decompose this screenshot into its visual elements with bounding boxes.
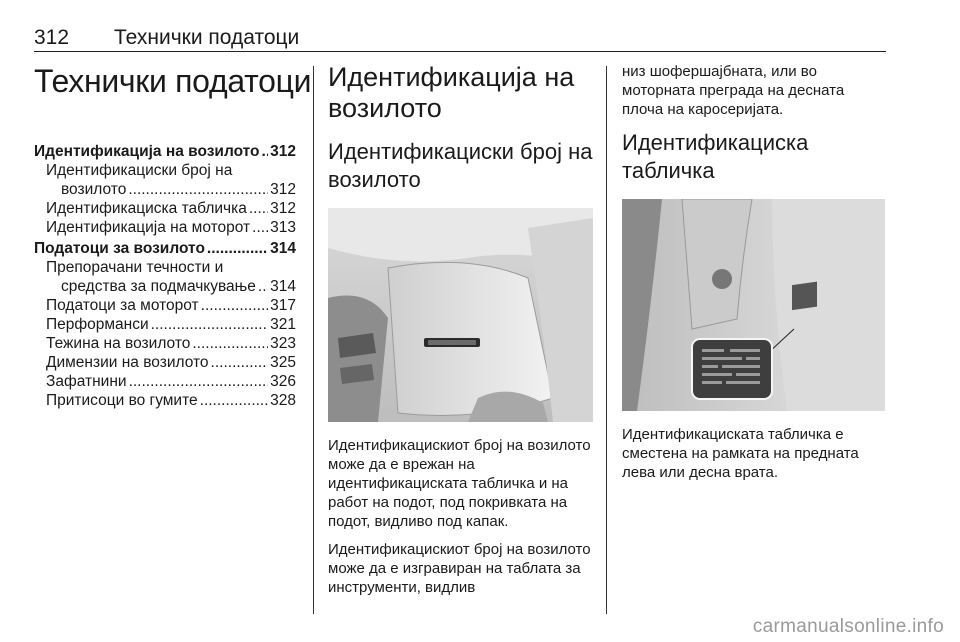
subsection-heading: Идентификациски број на возилото	[328, 139, 593, 192]
page-header	[34, 24, 886, 52]
body-text	[622, 62, 885, 119]
running-title: Технички податоци	[114, 26, 300, 49]
toc-entry[interactable]	[34, 372, 296, 391]
paragraph: Идентификациската табличка е сместена на рамката на предната лева или десна врата.	[622, 426, 859, 481]
toc-page: 312	[270, 200, 296, 217]
toc-label: средства за подмачкување	[61, 278, 256, 295]
toc-page: 317	[270, 297, 296, 314]
toc-page: 323	[270, 335, 296, 352]
toc-page: 313	[270, 219, 296, 236]
toc-entry[interactable]	[34, 277, 296, 296]
toc-entry-line[interactable]: Идентификациски број на	[46, 162, 233, 179]
subsection-heading: Идентификациска табличка	[622, 130, 809, 183]
column-divider	[606, 66, 607, 614]
toc-section[interactable]	[34, 239, 296, 258]
toc-page: 312	[270, 181, 296, 198]
toc-entry[interactable]	[34, 199, 296, 218]
toc-page: 321	[270, 316, 296, 333]
toc-page: 326	[270, 373, 296, 390]
toc-entry[interactable]	[34, 391, 296, 410]
toc-label: Перформанси	[46, 316, 149, 333]
right-column	[622, 62, 885, 491]
toc-page: 312	[270, 143, 296, 160]
left-column	[34, 62, 312, 410]
toc-label: Идентификација на моторот	[46, 219, 251, 236]
toc-label: Податоци за возилото	[34, 240, 205, 257]
toc-page: 314	[270, 240, 296, 257]
toc-entry[interactable]	[34, 180, 296, 199]
body-text	[328, 436, 593, 597]
id-plate-photo	[622, 199, 885, 411]
paragraph: низ шофершајбната, или во моторната преграда на десната плоча на каросеријата.	[622, 63, 845, 118]
toc-entry[interactable]	[34, 353, 296, 372]
section-heading: Идентификација на возилото	[328, 62, 575, 123]
table-of-contents	[34, 142, 296, 410]
watermark: carmanualsonline.info	[752, 616, 944, 637]
toc-label: Идентификација на возилото	[34, 143, 260, 160]
toc-label: Тежина на возилото	[46, 335, 191, 352]
toc-label: Идентификациска табличка	[46, 200, 247, 217]
toc-label: Притисоци во гумите	[46, 392, 198, 409]
page-number: 312	[34, 26, 70, 49]
toc-entry[interactable]	[34, 315, 296, 334]
vin-location-photo	[328, 208, 593, 422]
paragraph: Идентификацискиот број на возилото може да е врежан на идентификациската табличка и на работ на подот, под покривката на подот, видливо под капак.	[328, 437, 591, 530]
toc-entry[interactable]	[34, 296, 296, 315]
toc-entry-line[interactable]: Препорачани течности и	[46, 259, 224, 276]
toc-section[interactable]	[34, 142, 296, 161]
paragraph: Идентификацискиот број на возилото може да е изгравиран на таблата за инструменти, видлив	[328, 541, 591, 596]
column-divider	[313, 66, 314, 614]
toc-entry[interactable]	[34, 218, 296, 237]
toc-page: 314	[270, 278, 296, 295]
middle-column	[328, 62, 593, 606]
toc-label: Податоци за моторот	[46, 297, 199, 314]
toc-label: возилото	[61, 181, 127, 198]
body-text	[622, 425, 885, 482]
toc-entry[interactable]	[34, 334, 296, 353]
toc-page: 328	[270, 392, 296, 409]
toc-page: 325	[270, 354, 296, 371]
toc-label: Зафатнини	[46, 373, 127, 390]
toc-label: Димензии на возилото	[46, 354, 209, 371]
chapter-title: Технички податоци	[34, 63, 312, 99]
